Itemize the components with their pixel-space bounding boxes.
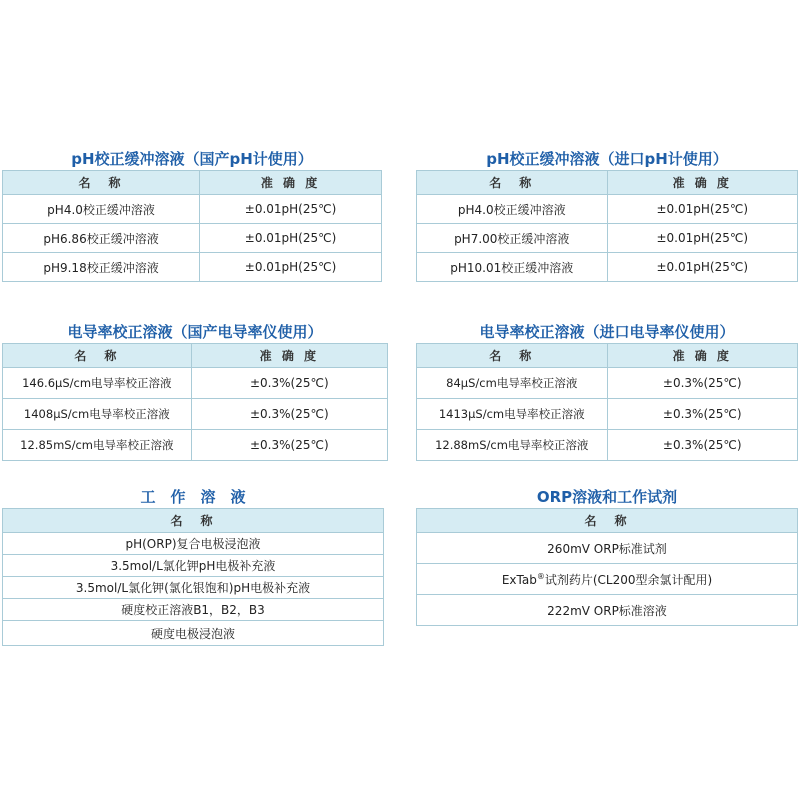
table-row xyxy=(3,577,384,599)
cell-name xyxy=(417,564,798,595)
cell-name: pH6.86校正缓冲溶液 xyxy=(3,224,200,253)
registered-mark: ® xyxy=(536,571,545,581)
table-row xyxy=(3,253,382,282)
cell-accuracy: ±0.01pH(25℃) xyxy=(607,224,798,253)
working-section xyxy=(2,486,384,646)
extab-brand: ExTab xyxy=(501,572,537,587)
cond-import-table xyxy=(416,343,798,461)
table-header-row xyxy=(417,344,798,368)
cell-name: pH9.18校正缓冲溶液 xyxy=(3,253,200,282)
table-row xyxy=(3,368,388,399)
cell-name: pH4.0校正缓冲溶液 xyxy=(3,195,200,224)
cell-accuracy: ±0.3%(25℃) xyxy=(191,368,387,399)
ph-import-table xyxy=(416,170,798,282)
cell-accuracy: ±0.3%(25℃) xyxy=(607,368,798,399)
table-header-row xyxy=(3,509,384,533)
cond-import-section xyxy=(416,321,798,461)
cell-name: pH10.01校正缓冲溶液 xyxy=(417,253,608,282)
cell-accuracy: ±0.3%(25℃) xyxy=(607,399,798,430)
table-row xyxy=(417,368,798,399)
cell-accuracy: ±0.01pH(25℃) xyxy=(607,253,798,282)
header-accuracy: 准 确 度 xyxy=(607,171,798,195)
cell-name: 12.85mS/cm电导率校正溶液 xyxy=(3,430,192,461)
table-row xyxy=(417,564,798,595)
cell-accuracy: ±0.3%(25℃) xyxy=(191,399,387,430)
header-name: 名 称 xyxy=(3,344,192,368)
table-row xyxy=(3,195,382,224)
working-table xyxy=(2,508,384,646)
table-row xyxy=(3,555,384,577)
table-row xyxy=(3,399,388,430)
cell-name: 84μS/cm电导率校正溶液 xyxy=(417,368,608,399)
cond-domestic-section xyxy=(2,321,388,461)
header-accuracy: 准 确 度 xyxy=(191,344,387,368)
table-row xyxy=(3,224,382,253)
cell-name: 硬度电极浸泡液 xyxy=(3,621,384,646)
ph-import-section xyxy=(416,148,798,282)
cell-name: 1413μS/cm电导率校正溶液 xyxy=(417,399,608,430)
header-accuracy: 准 确 度 xyxy=(200,171,382,195)
ph-domestic-section xyxy=(2,148,382,282)
header-name: 名 称 xyxy=(417,171,608,195)
header-accuracy: 准 确 度 xyxy=(607,344,798,368)
table-row xyxy=(3,599,384,621)
cell-name: 3.5mol/L氯化钾pH电极补充液 xyxy=(3,555,384,577)
cell-name: 12.88mS/cm电导率校正溶液 xyxy=(417,430,608,461)
table-header-row xyxy=(417,171,798,195)
orp-title: ORP溶液和工作试剂 xyxy=(536,488,678,506)
orp-table xyxy=(416,508,798,626)
table-header-row xyxy=(417,509,798,533)
table-header-row xyxy=(3,171,382,195)
cell-name: pH(ORP)复合电极浸泡液 xyxy=(3,533,384,555)
header-name: 名 称 xyxy=(3,509,384,533)
working-title: 工 作 溶 液 xyxy=(140,488,246,506)
orp-section xyxy=(416,486,798,626)
table-header-row xyxy=(3,344,388,368)
cell-accuracy: ±0.01pH(25℃) xyxy=(200,195,382,224)
table-row xyxy=(417,430,798,461)
cell-name: 222mV ORP标准溶液 xyxy=(417,595,798,626)
cell-accuracy: ±0.01pH(25℃) xyxy=(200,253,382,282)
cell-name: 260mV ORP标准试剂 xyxy=(417,533,798,564)
cell-name: 146.6μS/cm电导率校正溶液 xyxy=(3,368,192,399)
cell-accuracy: ±0.3%(25℃) xyxy=(607,430,798,461)
cond-domestic-table xyxy=(2,343,388,461)
cell-accuracy: ±0.01pH(25℃) xyxy=(200,224,382,253)
cell-name: 1408μS/cm电导率校正溶液 xyxy=(3,399,192,430)
table-row xyxy=(417,595,798,626)
table-row xyxy=(417,195,798,224)
ph-import-title: pH校正缓冲溶液（进口pH计使用） xyxy=(486,150,728,168)
ph-domestic-table xyxy=(2,170,382,282)
table-row xyxy=(417,399,798,430)
cell-accuracy: ±0.3%(25℃) xyxy=(191,430,387,461)
extab-desc: 试剂药片(CL200型余氯计配用) xyxy=(544,572,713,587)
ph-domestic-title: pH校正缓冲溶液（国产pH计使用） xyxy=(71,150,313,168)
table-row xyxy=(417,253,798,282)
table-row xyxy=(3,430,388,461)
cond-import-title: 电导率校正溶液（进口电导率仪使用） xyxy=(479,323,735,341)
cond-domestic-title: 电导率校正溶液（国产电导率仪使用） xyxy=(67,323,323,341)
table-row xyxy=(3,533,384,555)
cell-accuracy: ±0.01pH(25℃) xyxy=(607,195,798,224)
cell-name: pH7.00校正缓冲溶液 xyxy=(417,224,608,253)
table-row xyxy=(417,533,798,564)
header-name: 名 称 xyxy=(417,344,608,368)
cell-name: 硬度校正溶液B1，B2，B3 xyxy=(3,599,384,621)
table-row xyxy=(3,621,384,646)
header-name: 名 称 xyxy=(417,509,798,533)
cell-name: 3.5mol/L氯化钾(氯化银饱和)pH电极补充液 xyxy=(3,577,384,599)
table-row xyxy=(417,224,798,253)
cell-name: pH4.0校正缓冲溶液 xyxy=(417,195,608,224)
header-name: 名 称 xyxy=(3,171,200,195)
